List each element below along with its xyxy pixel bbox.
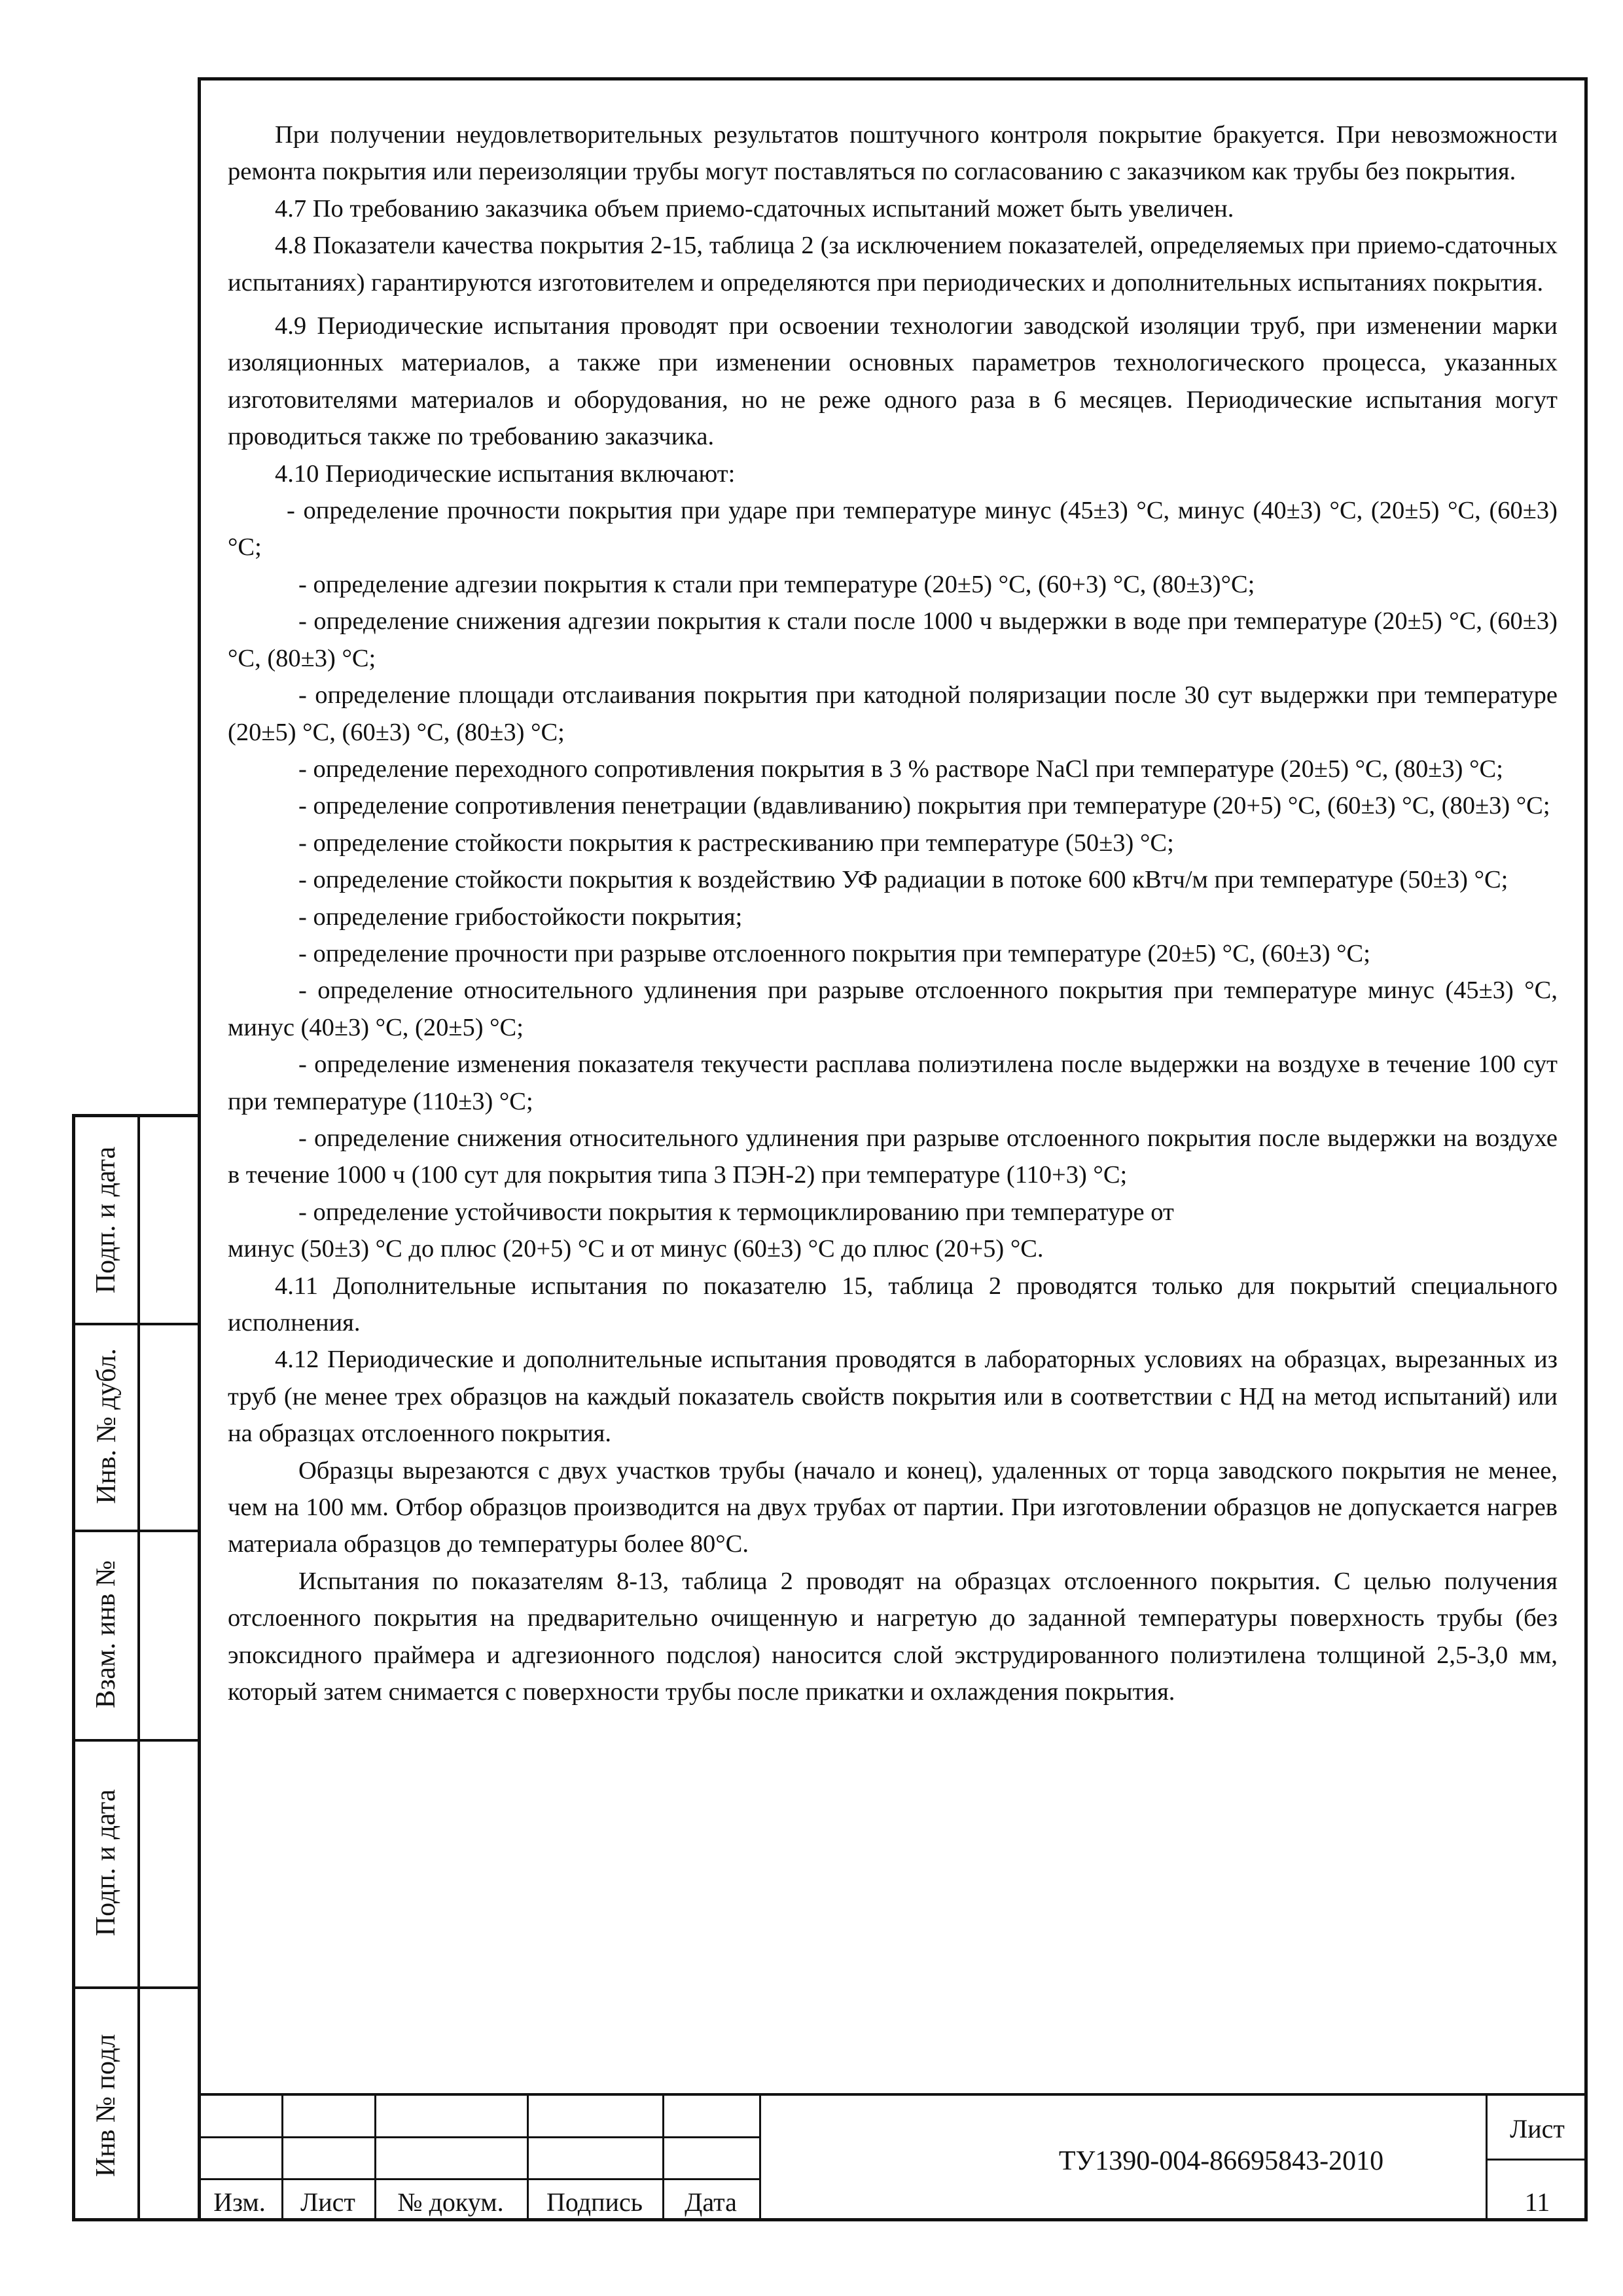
dokum-label: № докум.	[397, 2187, 504, 2217]
side-label-podp-data-2	[75, 1739, 137, 1986]
sheet-number: 11	[1524, 2187, 1550, 2217]
list-item: - определение стойкости покрытия к воздействию УФ радиации в потоке 600 кВтч/м при температуре (50±3) °С;	[298, 866, 1508, 894]
list-item-continuation: минус (50±3) °С до плюс (20+5) °С и от минус (60±3) °С до плюс (20+5) °С.	[228, 1235, 1044, 1263]
list-item: - определение устойчивости покрытия к термоциклированию при температуре от	[298, 1198, 1174, 1226]
paragraph: 4.9 Периодические испытания проводят при освоении технологии заводской изоляции труб, при изменении марки изоляционных материалов, а также при изменении основных параметров технологического процесса, указанных изготовителями материалов и оборудования, но не реже одного раза в 6 месяцев. Периодические испытания могут проводиться также по требованию заказчика.	[228, 312, 1558, 451]
list-item: - определение относительного удлинения при разрыве отслоенного покрытия при температуре минус (45±3) °С, минус (40±3) °С, (20±5) °С;	[228, 977, 1558, 1041]
list-label: Лист	[300, 2187, 355, 2217]
izm-label: Изм.	[213, 2187, 266, 2217]
list-item: - определение снижения относительного удлинения при разрыве отслоенного покрытия после выдержки на воздухе в течение 1000 ч (100 сут для покрытия типа 3 ПЭН-2) при температуре (110+3) °С;	[228, 1124, 1558, 1189]
paragraph: При получении неудовлетворительных результатов поштучного контроля покрытие бракуется. При невозможности ремонта покрытия или переизоляции трубы могут поставляться по согласованию с заказчиком как трубы без покрытия.	[228, 121, 1558, 186]
list-item: - определение прочности при разрыве отслоенного покрытия при температуре (20±5) °С, (60±3) °С;	[298, 939, 1370, 967]
side-label-text: Взам. инв №	[91, 1560, 122, 1709]
side-label-text: Подп. и дата	[91, 1146, 122, 1294]
document-code: ТУ1390-004-86695843-2010	[1058, 2146, 1384, 2176]
side-label-text: Инв. № дубл.	[91, 1348, 122, 1504]
paragraph: 4.12 Периодические и дополнительные испытания проводятся в лабораторных условиях на образцах, вырезанных из труб (не менее трех образцов на каждый показатель свойств покрытия или в соответствии с НД на метод испытаний) или на образцах отслоенного покрытия.	[228, 1346, 1558, 1448]
side-stamp	[72, 1114, 198, 2221]
sheet-label: Лист	[1510, 2113, 1565, 2144]
list-item: - определение стойкости покрытия к растрескиванию при температуре (50±3) °С;	[298, 829, 1174, 857]
list-item: - определение сопротивления пенетрации (вдавливанию) покрытия при температуре (20+5) °С, (60±3) °С, (80±3) °С;	[298, 792, 1550, 820]
list-item: - определение площади отслаивания покрытия при катодной поляризации после 30 сут выдержки при температуре (20±5) °С, (60±3) °С, (80±3) °С;	[228, 681, 1558, 746]
side-label-vzam-inv	[75, 1530, 137, 1739]
side-label-text: Инв № подл	[91, 2034, 122, 2178]
paragraph: Образцы вырезаются с двух участков трубы (начало и конец), удаленных от торца заводского покрытия не менее, чем на 100 мм. Отбор образцов производится на двух трубах от партии. При изготовлении образцов не допускается нагрев материала образцов до температуры более 80°С.	[228, 1456, 1558, 1558]
list-item: - определение переходного сопротивления покрытия в 3 % растворе NaCl при температуре (20±5) °С, (80±3) °С;	[298, 755, 1503, 783]
paragraph: 4.8 Показатели качества покрытия 2-15, таблица 2 (за исключением показателей, определяемых при приемо-сдаточных испытаниях) гарантируются изготовителем и определяются при периодических и дополнительных испытаниях покрытия.	[228, 232, 1558, 296]
list-item: - определение снижения адгезии покрытия к стали после 1000 ч выдержки в воде при температуре (20±5) °С, (60±3) °С, (80±3) °С;	[228, 607, 1558, 672]
paragraph: 4.7 По требованию заказчика объем приемо-сдаточных испытаний может быть увеличен.	[275, 194, 1234, 223]
paragraph: 4.11 Дополнительные испытания по показателю 15, таблица 2 проводятся только для покрытий специального исполнения.	[228, 1272, 1558, 1336]
list-item: - определение грибостойкости покрытия;	[298, 903, 743, 931]
list-item: - определение прочности покрытия при ударе при температуре минус (45±3) °С, минус (40±3) °С, (20±5) °С, (60±3) °С;	[228, 497, 1558, 562]
data-label: Дата	[685, 2187, 737, 2217]
podpis-label: Подпись	[546, 2187, 643, 2217]
list-item: - определение изменения показателя текучести расплава полиэтилена после выдержки на воздухе в течение 100 сут при температуре (110±3) °С;	[228, 1050, 1558, 1115]
side-label-inv-podl	[75, 1986, 137, 2225]
side-label-inv-dubl	[75, 1323, 137, 1530]
list-item: - определение адгезии покрытия к стали при температуре (20±5) °С, (60+3) °С, (80±3)°С;	[298, 570, 1255, 598]
side-label-text: Подп. и дата	[91, 1789, 122, 1937]
title-block-divider	[198, 2136, 759, 2138]
side-stamp-column-divider	[137, 1117, 140, 2218]
side-label-podp-data-1	[75, 1117, 137, 1323]
title-block	[198, 2093, 1588, 2221]
paragraph: Испытания по показателям 8-13, таблица 2 проводят на образцах отслоенного покрытия. С целью получения отслоенного покрытия на предварительно очищенную и нагретую до заданной температуры поверхность трубы (без эпоксидного праймера и адгезионного подслоя) наносится слой экструдированного полиэтилена толщиной 2,5-3,0 мм, который затем снимается с поверхности трубы после прикатки и охлаждения покрытия.	[228, 1567, 1558, 1706]
document-body	[228, 117, 1558, 1710]
paragraph: 4.10 Периодические испытания включают:	[275, 459, 736, 488]
